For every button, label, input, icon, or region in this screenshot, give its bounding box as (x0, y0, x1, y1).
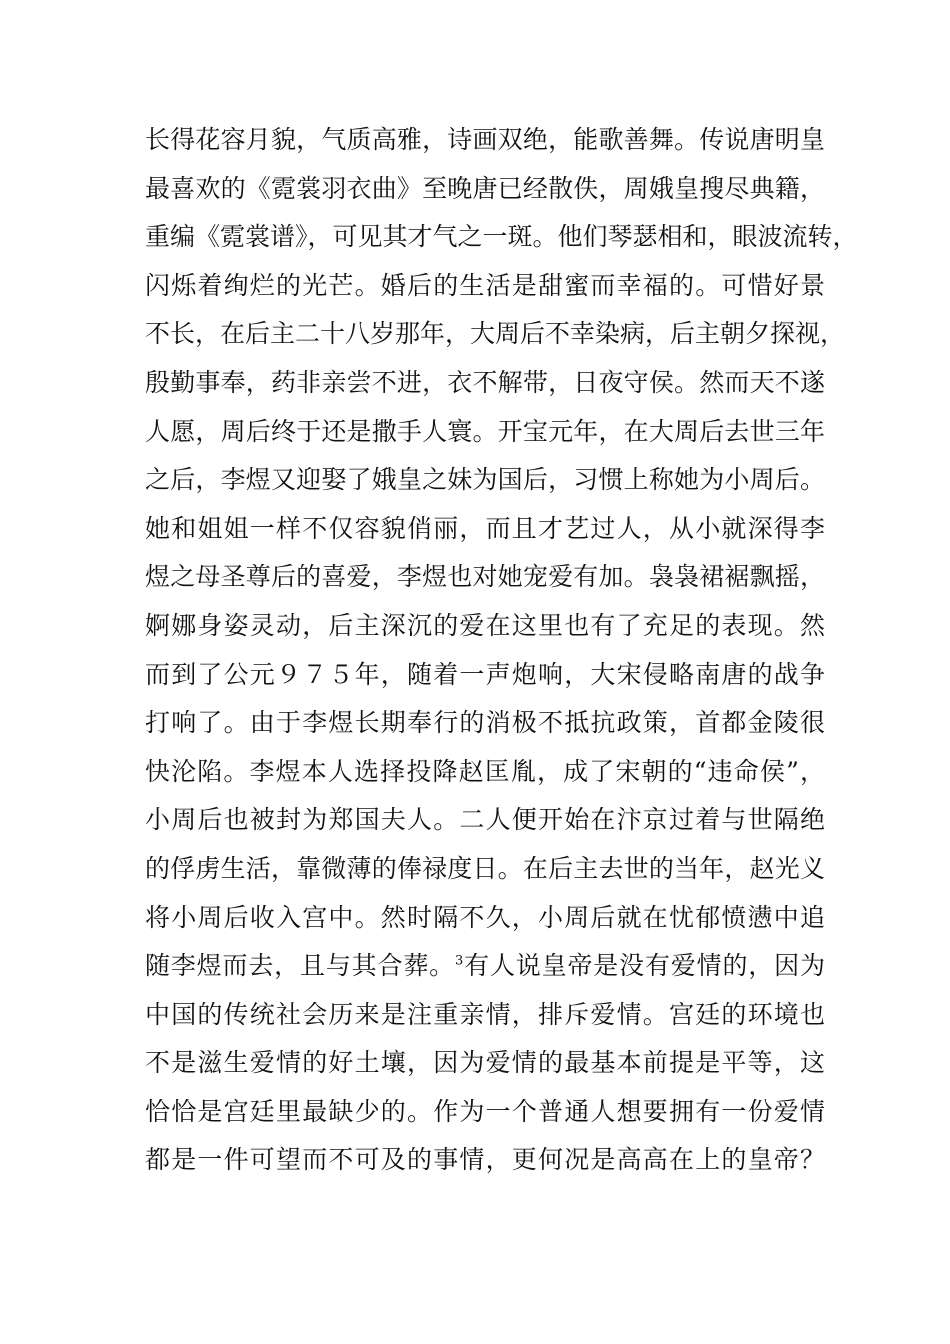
text-line: 殷勤事奉，药非亲尝不进，衣不解带，日夜守侯。然而天不遂 (145, 367, 825, 397)
text-line: 煜之母圣尊后的喜爱，李煜也对她宠爱有加。袅袅裙裾飘摇， (145, 562, 825, 592)
text-line: 不长，在后主二十八岁那年，大周后不幸染病，后主朝夕探视， (145, 319, 846, 349)
text-line: 小周后也被封为郑国夫人。二人便开始在汴京过着与世隔绝 (145, 805, 825, 835)
text-line: 打响了。由于李煜长期奉行的消极不抵抗政策，首都金陵很 (145, 708, 825, 738)
text-line: 重编《霓裳谱》，可见其才气之一斑。他们琴瑟相和，眼波流转， (145, 222, 858, 252)
text-line: 之后，李煜又迎娶了娥皇之妹为国后，习惯上称她为小周后。 (145, 465, 825, 495)
footnote-marker[interactable]: 3 (455, 953, 464, 969)
text-line: 恰恰是宫廷里最缺少的。作为一个普通人想要拥有一份爱情 (145, 1096, 825, 1126)
text-line: 人愿，周后终于还是撒手人寰。开宝元年，在大周后去世三年 (145, 416, 825, 446)
text-line: 不是滋生爱情的好土壤，因为爱情的最基本前提是平等，这 (145, 1048, 825, 1078)
text-line: 长得花容月貌，气质高雅，诗画双绝，能歌善舞。传说唐明皇 (145, 125, 825, 154)
text-line: 快沦陷。李煜本人选择投降赵匡胤，成了宋朝的“违命侯”， (145, 756, 825, 786)
text-line: 婀娜身姿灵动，后主深沉的爱在这里也有了充足的表现。然 (145, 610, 825, 640)
text-line: 而到了公元９７５年，随着一声炮响，大宋侵略南唐的战争 (145, 659, 825, 689)
text-line: 她和姐姐一样不仅容貌俏丽，而且才艺过人，从小就深得李 (145, 513, 825, 543)
body-text (145, 116, 858, 1185)
text-line: 闪烁着绚烂的光芒。婚后的生活是甜蜜而幸福的。可惜好景 (145, 270, 825, 300)
text-line-with-footnote (145, 942, 825, 991)
text-segment: 有人说皇帝是没有爱情的，因为 (463, 951, 825, 981)
text-line: 的俘虏生活，靠微薄的俸禄度日。在后主去世的当年，赵光义 (145, 853, 825, 883)
text-segment: 随李煜而去，且与其合葬。 (145, 951, 456, 981)
text-line: 都是一件可望而不可及的事情，更何况是高高在上的皇帝？ (145, 1145, 825, 1175)
text-line: 将小周后收入宫中。然时隔不久，小周后就在忧郁愤懑中追 (145, 902, 825, 932)
text-line: 最喜欢的《霓裳羽衣曲》至晚唐已经散佚，周娥皇搜尽典籍， (145, 173, 825, 203)
text-line: 中国的传统社会历来是注重亲情，排斥爱情。宫廷的环境也 (145, 999, 825, 1029)
